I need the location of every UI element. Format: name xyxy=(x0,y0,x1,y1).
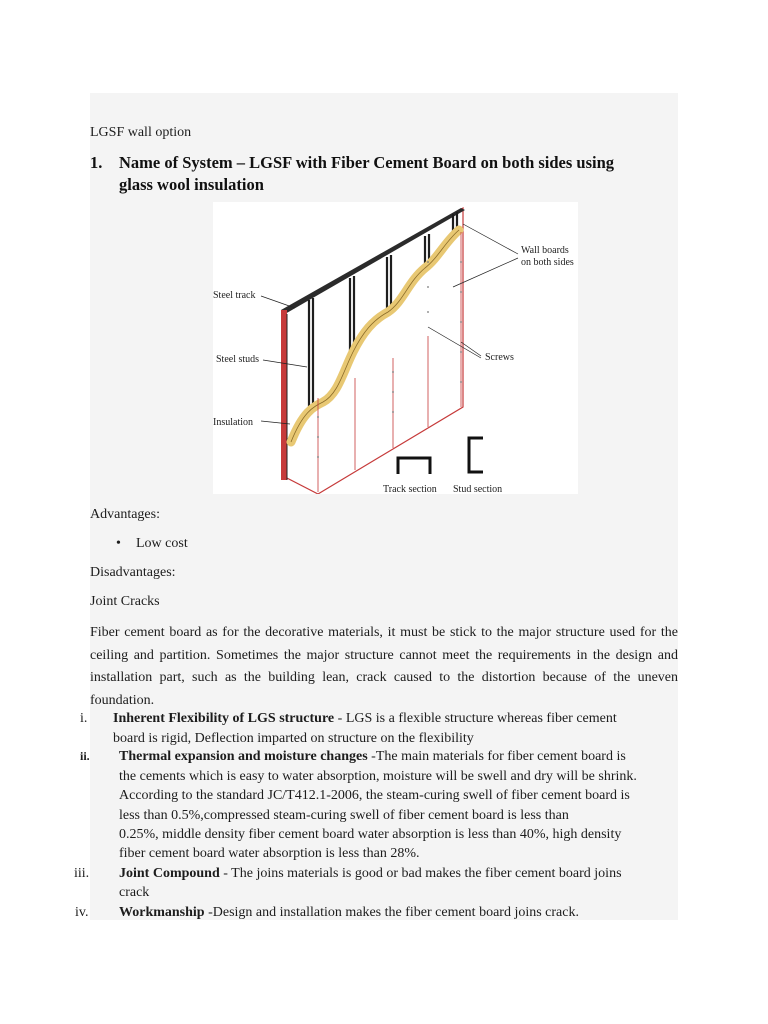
item-line: the cements which is easy to water absorption, moisture will be swell and dry will be shrink. xyxy=(119,769,637,784)
label-track-section: Track section xyxy=(383,484,437,494)
item-4-line-1 xyxy=(119,903,579,922)
item-numeral: ii. xyxy=(80,749,90,763)
lgsf-wall-diagram xyxy=(213,202,578,494)
label-steel-studs: Steel studs xyxy=(216,354,260,365)
item-line: crack xyxy=(119,885,150,900)
item-text: -The main materials for fiber cement board is xyxy=(367,749,626,764)
item-title: Inherent Flexibility of LGS structure xyxy=(113,711,335,726)
label-screws: Screws xyxy=(485,352,514,363)
item-numeral: i. xyxy=(80,711,88,726)
disadvantages-label: Disadvantages: xyxy=(90,565,176,580)
section-title-line-1: Name of System – LGSF with Fiber Cement Board on both sides using xyxy=(119,153,615,172)
item-title: Joint Compound xyxy=(119,866,220,881)
item-text: - The joins materials is good or bad makes the fiber cement board joins xyxy=(219,866,622,881)
item-text: -Design and installation makes the fiber cement board joins crack. xyxy=(204,905,579,920)
joint-cracks-label: Joint Cracks xyxy=(90,594,160,609)
stud-section-symbol xyxy=(469,438,483,472)
board-edge-shape xyxy=(281,310,287,480)
item-2-line-1 xyxy=(119,747,626,766)
item-text: - LGS is a flexible structure whereas fiber cement xyxy=(334,711,617,726)
bullet-icon: • xyxy=(116,536,121,551)
item-title: Thermal expansion and moisture changes xyxy=(119,749,368,764)
item-numeral: iv. xyxy=(75,905,89,920)
track-section-symbol xyxy=(398,458,430,474)
document-heading: LGSF wall option xyxy=(90,125,192,140)
item-1-line-1 xyxy=(113,709,617,728)
item-line: fiber cement board water absorption is less than 28%. xyxy=(119,846,420,861)
item-line: According to the standard JC/T412.1-2006, the steam-curing swell of fiber cement board is xyxy=(119,788,630,803)
item-line: less than 0.5%,compressed steam-curing swell of fiber cement board is less than xyxy=(119,808,569,823)
item-3-line-1 xyxy=(119,864,622,883)
item-title: Workmanship xyxy=(119,905,205,920)
label-wall-boards-2: on both sides xyxy=(521,257,574,268)
section-title-line-2: glass wool insulation xyxy=(119,175,264,194)
label-stud-section: Stud section xyxy=(453,484,503,494)
item-line: board is rigid, Deflection imparted on structure on the flexibility xyxy=(113,731,474,746)
label-insulation: Insulation xyxy=(213,417,253,428)
item-numeral: iii. xyxy=(74,866,90,881)
intro-paragraph: Fiber cement board as for the decorative materials, it must be stick to the major structure used for the ceiling and partition. Sometimes the major structure cannot meet the requirements in the design and installation part, such as the building lean, crack caused to the distortion because of the uneven foundation. xyxy=(90,625,678,709)
advantages-label: Advantages: xyxy=(90,507,160,522)
section-number: 1. xyxy=(90,153,103,172)
label-steel-track: Steel track xyxy=(213,290,256,301)
advantage-item: Low cost xyxy=(136,536,188,551)
item-line: 0.25%, middle density fiber cement board water absorption is less than 40%, high density xyxy=(119,827,622,842)
label-wall-boards-1: Wall boards xyxy=(521,245,569,256)
